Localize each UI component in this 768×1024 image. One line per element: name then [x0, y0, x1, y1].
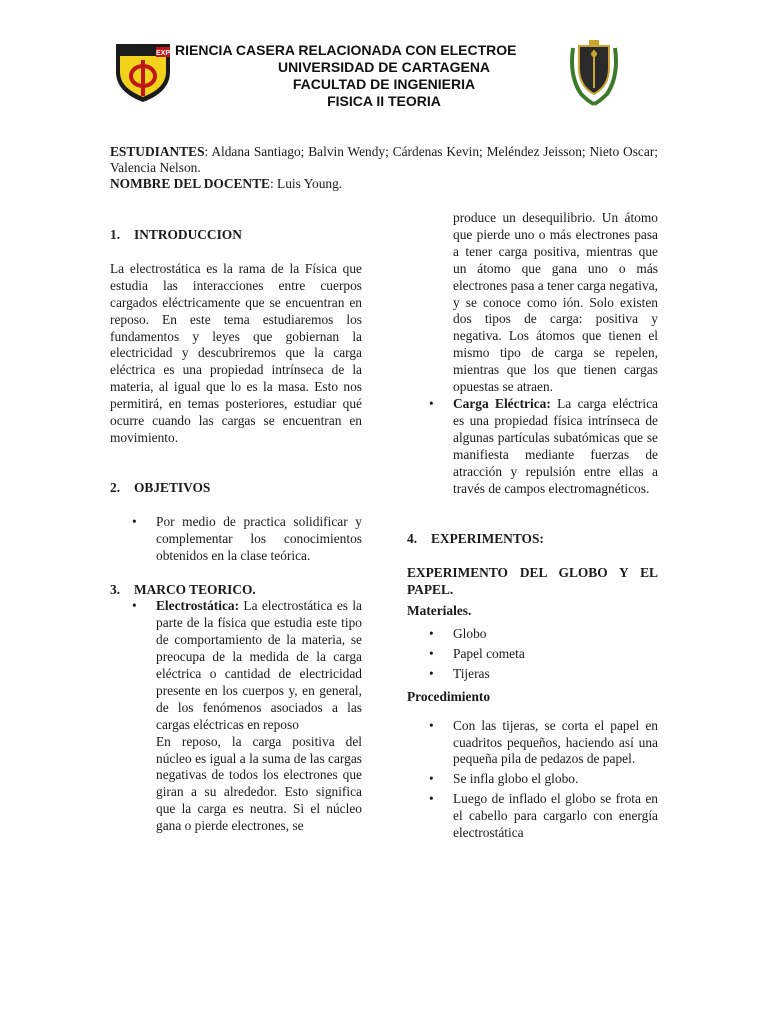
list-item: • Globo — [429, 626, 487, 642]
term-electrostatica: Electrostática: — [156, 598, 240, 614]
materials-label: Materiales. — [407, 603, 472, 619]
faculty-name: FACULTAD DE INGENIERIA — [292, 76, 476, 92]
bullet-icon: • — [429, 665, 434, 681]
term-carga-electrica: Carga Eléctrica: — [453, 395, 551, 411]
bullet-icon: • — [429, 626, 434, 642]
list-item: • Tijeras — [429, 665, 490, 681]
svg-text:EXP: EXP — [155, 50, 171, 57]
experiment-title: EXPERIMENTO DEL GLOBO Y EL PAPEL. — [407, 565, 658, 598]
students-list: : Aldana Santiago; Balvin Wendy; Cárdenas Kevin; Meléndez Jeisson; Nieto Oscar; Valencia Nelson. — [110, 144, 658, 175]
procedure-label: Procedimiento — [407, 688, 491, 704]
bullet-icon: • — [132, 598, 137, 614]
course-name: FISICA II TEORIA — [327, 93, 441, 109]
bullet-icon: • — [429, 395, 434, 411]
list-item: • Carga Eléctrica: La carga eléctrica es una propiedad física intrínseca de algunas partículas subatómicas que se manifiesta mediante fuerzas de atracción y repulsión entre ellas a través de campos electromagnéticos. — [429, 395, 658, 496]
university-crest-logo — [565, 38, 623, 106]
charge-list — [407, 396, 658, 497]
bullet-icon: • — [429, 645, 434, 661]
bullet-icon: • — [132, 513, 137, 529]
bullet-icon: • — [429, 771, 434, 787]
right-column — [407, 210, 658, 842]
left-column — [110, 210, 362, 835]
framework-continuation-paragraph: produce un desequilibrio. Un átomo que pierde uno o más electrones pasa a tener carga positiva, mientras que un átomo que gana uno o más electrones pasa a tener carga negativa, y se conoce como ión. Solo existen dos tipos de carga: positiva y negativa. Los átomos que tienen el mismo tipo de carga se repelen, mientras que los que tienen cargas opuestas se atraen. — [453, 210, 658, 395]
university-name: UNIVERSIDAD DE CARTAGENA — [277, 59, 491, 75]
list-item: • Se infla globo el globo. — [429, 771, 579, 787]
section-heading-experimentos: 4. EXPERIMENTOS: — [407, 531, 544, 547]
list-item: • Electrostática: La electrostática es la parte de la física que estudia este tipo de comportamiento de la materia, se preocupa de la medida de la carga eléctrica o cantidad de electricidad presente en los cuerpos y, en general, de los fenómenos asociados a las cargas eléctricas en reposo — [132, 598, 362, 732]
list-item: • Luego de inflado el globo se frota en el cabello para cargarlo con energía electrostática — [429, 791, 658, 841]
section-heading-marco-teorico: 3. MARCO TEORICO. — [110, 581, 256, 597]
list-item: • Por medio de practica solidificar y complementar los conocimientos obtenidos en la clase teórica. — [132, 513, 362, 563]
list-item: • Papel cometa — [429, 645, 525, 661]
bullet-icon: • — [429, 717, 434, 733]
section-heading-introduccion: 1. INTRODUCCION — [110, 227, 242, 242]
objectives-list — [110, 514, 362, 565]
students-label: ESTUDIANTES — [110, 144, 205, 159]
materials-list — [407, 626, 658, 683]
framework-list — [110, 598, 362, 733]
section-heading-objetivos: 2. OBJETIVOS — [110, 479, 211, 495]
document-header — [0, 38, 768, 118]
framework-continued-paragraph: En reposo, la carga positiva del núcleo es igual a la suma de las cargas negativas de todos los electrones que giran a su alrededor. Esto significa que la carga es neutra. Si el núcleo gana o pierde electrones, se — [156, 733, 362, 834]
teacher-label: NOMBRE DEL DOCENTE — [110, 176, 270, 191]
procedure-list — [407, 718, 658, 842]
intro-paragraph: La electrostática es la rama de la Física que estudia las interacciones entre cuerpos cargados eléctricamente que se encuentran en reposo. En este tema estudiaremos los fundamentos y leyes que gobiernan la electricidad y descubriremos que la carga eléctrica es una propiedad intrínseca de la materia, al igual que lo es la masa. Esto nos permitirá, en temas posteriores, estudiar qué ocurre cuando las cargas se encuentran en movimiento. — [110, 260, 362, 445]
list-item: • Con las tijeras, se corta el papel en cuadritos pequeños, haciendo así una pequeña pila de pedazos de papel. — [429, 717, 658, 767]
bullet-icon: • — [429, 791, 434, 807]
authors-block — [110, 144, 658, 192]
report-title: RIENCIA CASERA RELACIONADA CON ELECTROE — [175, 42, 517, 58]
teacher-name: : Luis Young. — [269, 176, 343, 191]
